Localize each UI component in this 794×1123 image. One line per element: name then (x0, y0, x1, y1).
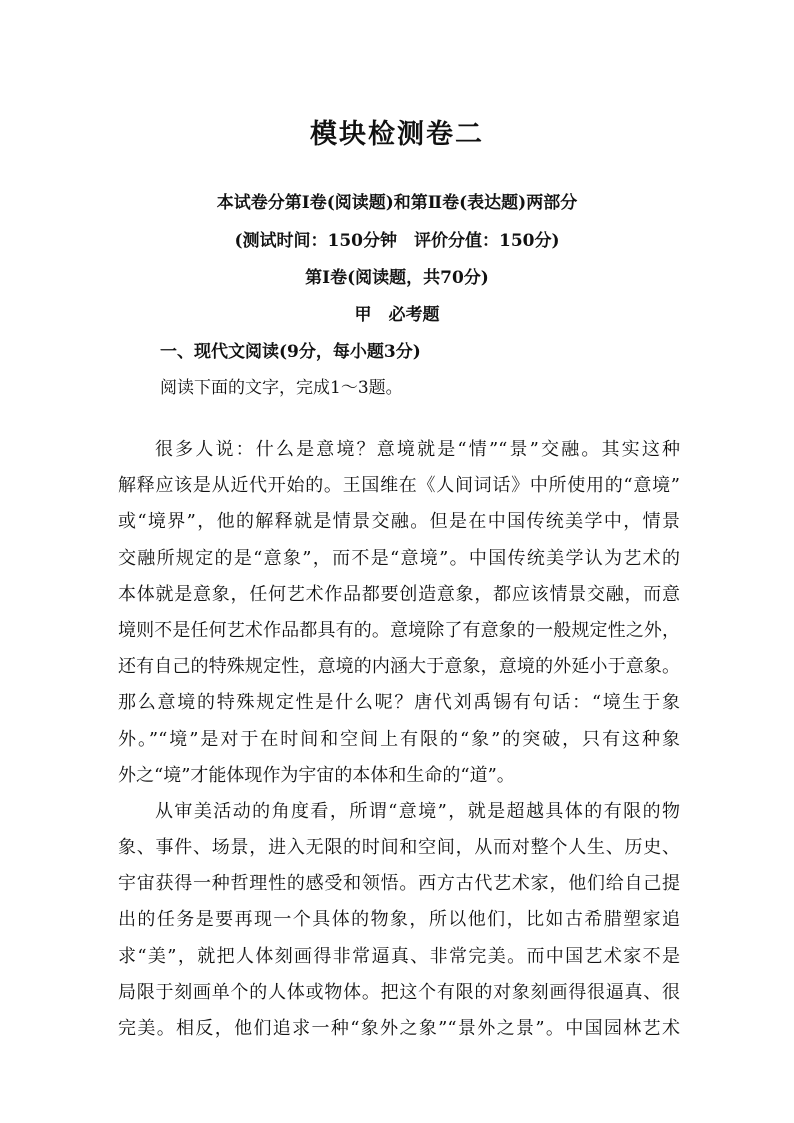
reading-instruction: 阅读下面的文字，完成1～3题。 (160, 378, 403, 398)
passage-line: 宇宙获得一种哲理性的感受和领悟。西方古代艺术家，他们给自己提 (118, 873, 680, 895)
passage-line: 或“境界”，他的解释就是情景交融。但是在中国传统美学中，情景 (118, 511, 680, 533)
section-1-heading: 一、现代文阅读(9分，每小题3分) (160, 342, 421, 362)
passage-line: 从审美活动的角度看，所谓“意境”，就是超越具体的有限的物 (155, 800, 680, 822)
time-score-note: (测试时间：150分钟 评价分值：150分) (234, 231, 560, 251)
passage-line: 境则不是任何艺术作品都具有的。意境除了有意象的一般规定性之外， (118, 619, 680, 641)
passage-line: 完美。相反，他们追求一种“象外之象”“景外之景”。中国园林艺术 (118, 1018, 680, 1039)
exam-structure-note: 本试卷分第Ⅰ卷(阅读题)和第Ⅱ卷(表达题)两部分 (216, 193, 578, 213)
page-title: 模块检测卷二 (310, 119, 484, 150)
section-a-heading: 甲 必考题 (354, 305, 440, 325)
part-one-heading: 第Ⅰ卷(阅读题，共70分) (305, 268, 489, 288)
passage-line: 出的任务是要再现一个具体的物象，所以他们，比如古希腊塑家追 (118, 909, 680, 931)
passage-line: 解释应该是从近代开始的。王国维在《人间词话》中所使用的“意境” (118, 475, 680, 497)
passage-line: 外。”“境”是对于在时间和空间上有限的“象”的突破，只有这种象 (118, 728, 680, 750)
passage-line: 本体就是意象，任何艺术作品都要创造意象，都应该情景交融，而意 (118, 583, 680, 605)
passage-line: 交融所规定的是“意象”，而不是“意境”。中国传统美学认为艺术的 (118, 547, 680, 569)
passage-line: 求“美”，就把人体刻画得非常逼真、非常完美。而中国艺术家不是 (118, 945, 680, 967)
passage-line: 还有自己的特殊规定性，意境的内涵大于意象，意境的外延小于意象。 (118, 656, 680, 678)
passage-line: 象、事件、场景，进入无限的时间和空间，从而对整个人生、历史、 (118, 837, 680, 859)
passage-line: 外之“境”才能体现作为宇宙的本体和生命的“道”。 (118, 764, 515, 786)
passage-line: 那么意境的特殊规定性是什么呢？唐代刘禹锡有句话：“境生于象 (118, 692, 680, 714)
passage-line: 局限于刻画单个的人体或物体。把这个有限的对象刻画得很逼真、很 (118, 981, 680, 1003)
passage-line: 很多人说：什么是意境？意境就是“情”“景”交融。其实这种 (155, 439, 680, 460)
reading-passage (118, 432, 680, 1047)
